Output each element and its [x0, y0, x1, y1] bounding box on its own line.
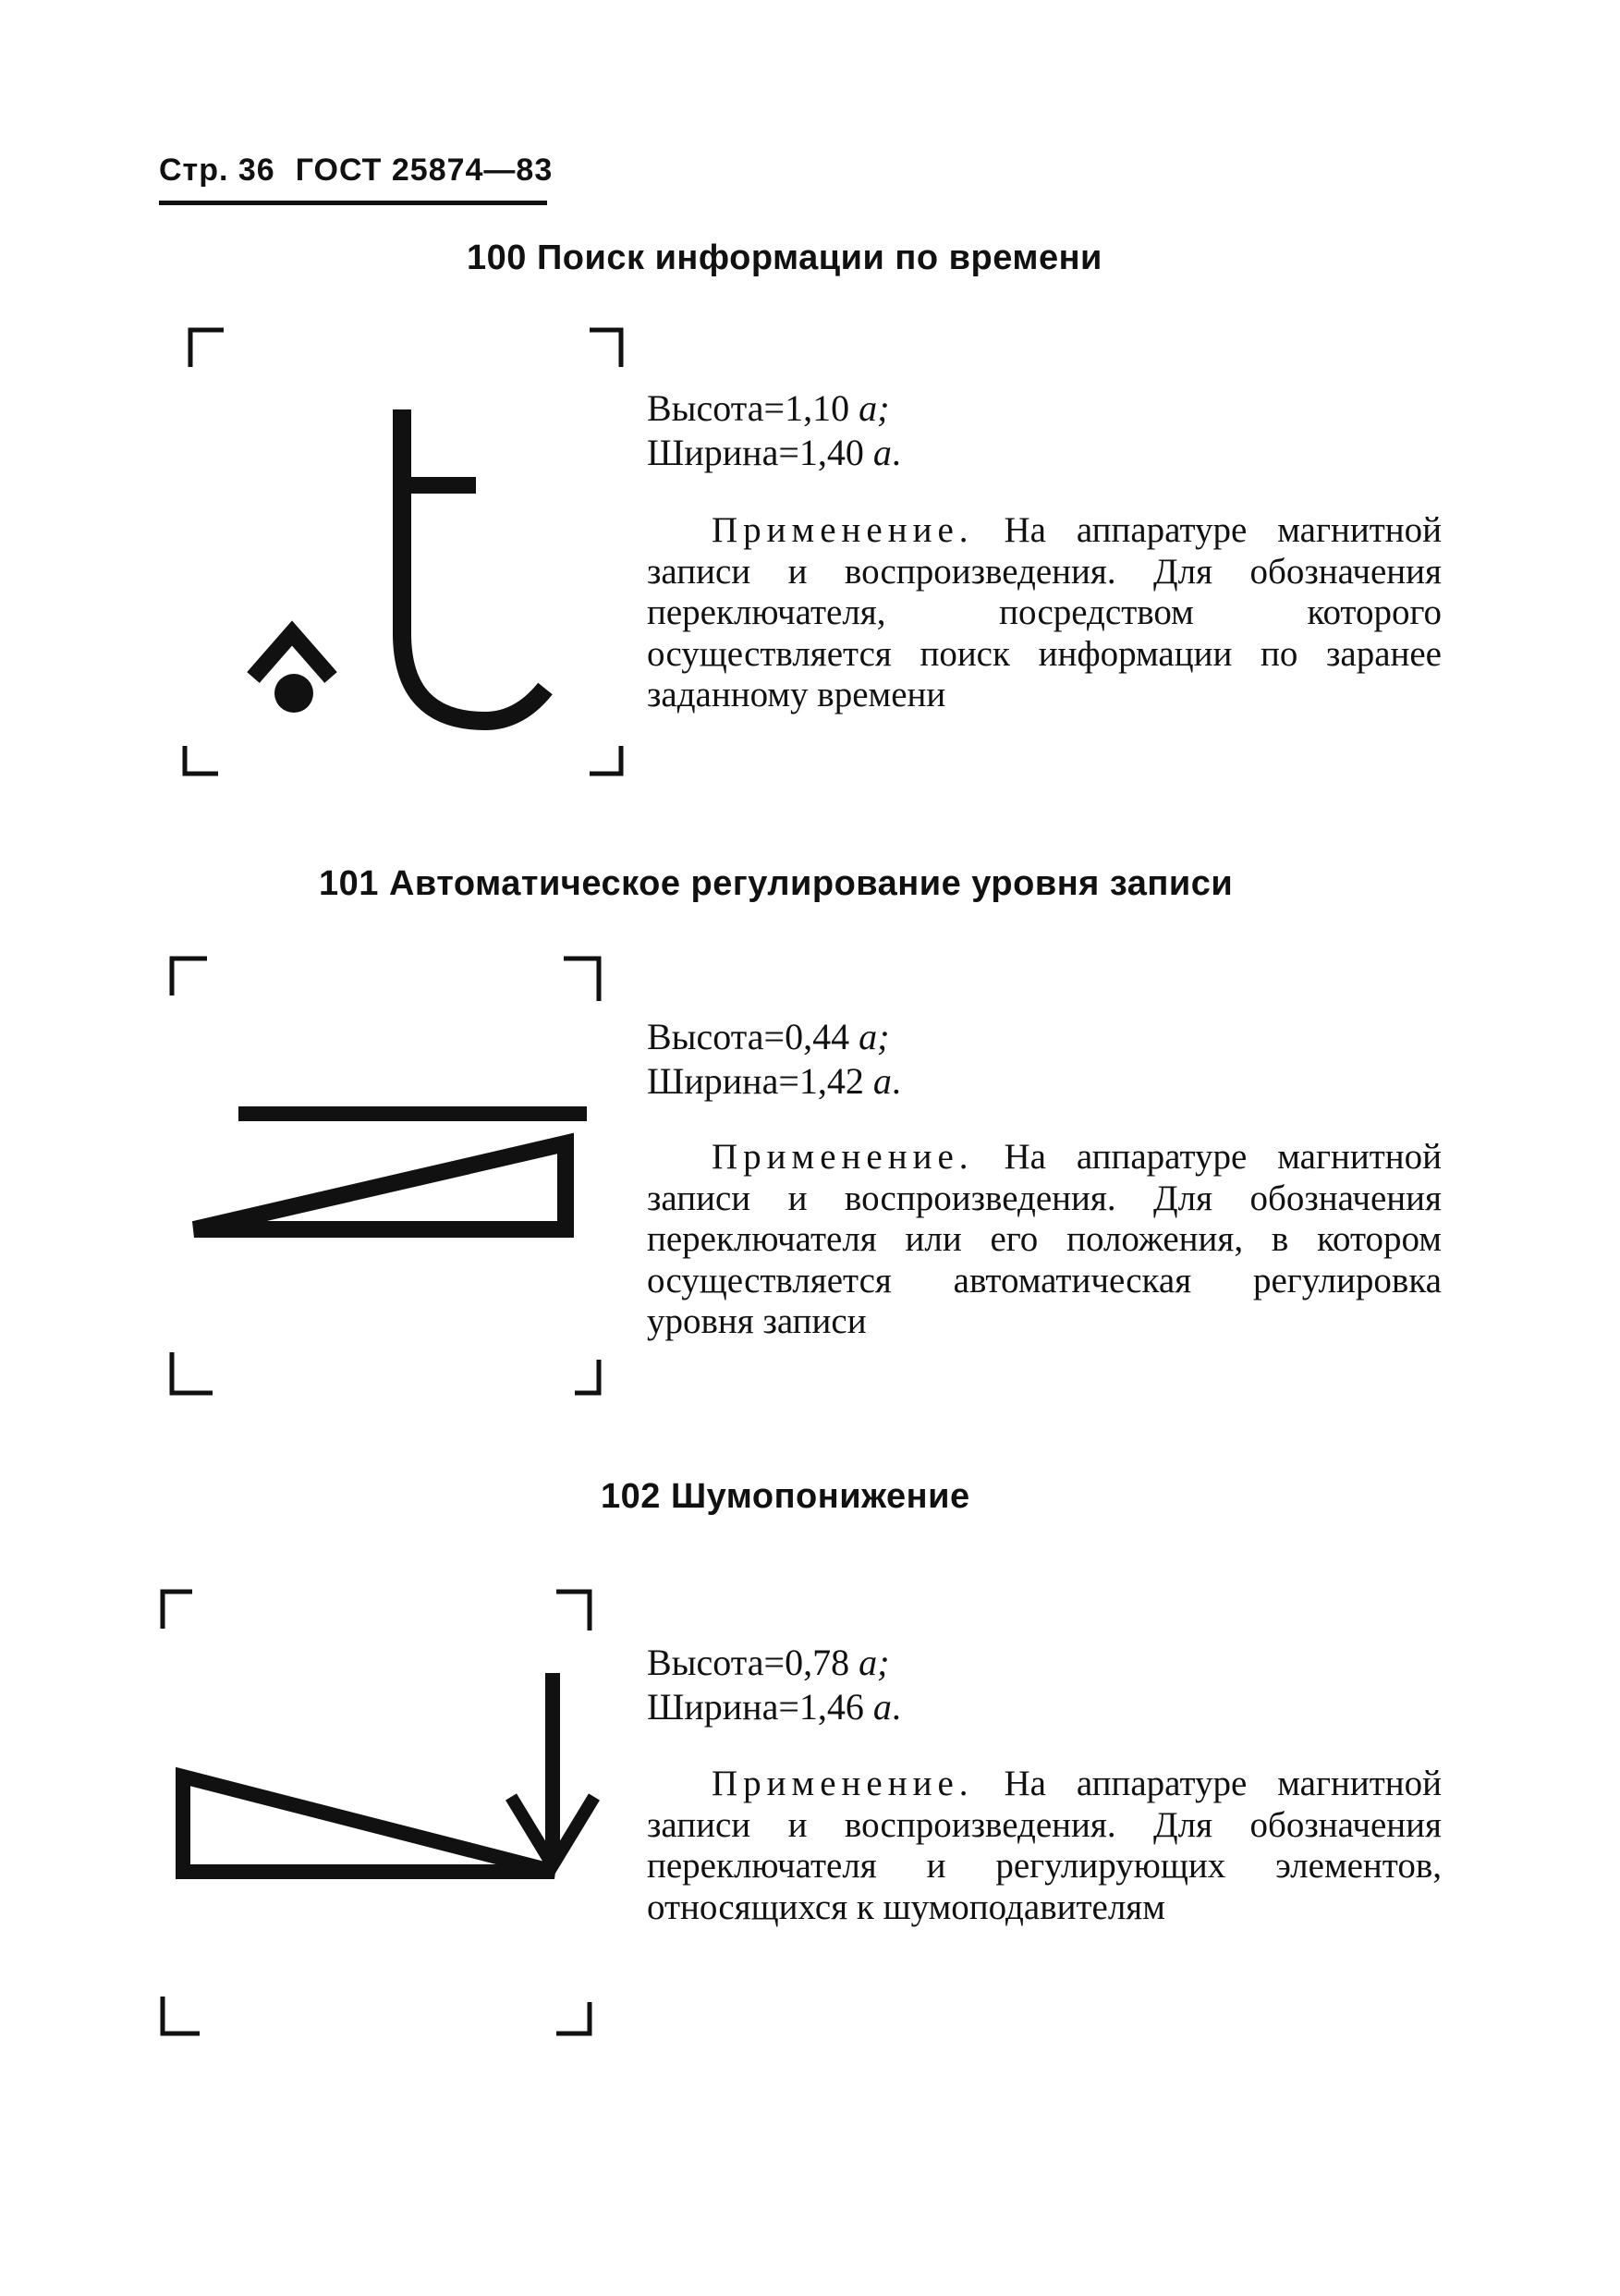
page-number: Стр. 36	[159, 153, 275, 188]
section-title: Автоматическое регулирование уровня записи	[388, 864, 1234, 903]
width-value: 1,42	[798, 1060, 864, 1102]
usage-label: Применение.	[712, 510, 974, 550]
unit: а	[872, 1686, 892, 1728]
unit: а	[859, 387, 878, 429]
symbol-102-frame	[157, 1590, 619, 2052]
width-value: 1,40	[798, 432, 864, 473]
noise-reduction-icon	[183, 1673, 594, 1872]
time-search-icon	[253, 409, 545, 721]
width-label: Ширина	[647, 1686, 779, 1728]
usage-label: Применение.	[712, 1137, 974, 1177]
section-100-heading	[467, 238, 1102, 278]
usage-text: На аппаратуре магнитной записи и воспроизведения. Для обозначения переключателя, посредством которого осуществляется поиск информации по заранее заданному времени	[647, 510, 1442, 714]
header-rule	[159, 201, 547, 205]
width-label: Ширина	[647, 1060, 779, 1102]
crop-marks	[172, 959, 599, 1393]
section-number: 101	[319, 864, 379, 903]
height-value: 1,10	[785, 387, 850, 429]
width-value: 1,46	[798, 1686, 864, 1728]
symbol-100-dimensions: Высота=1,10 а; Ширина=1,40 а.	[647, 387, 901, 473]
unit: а	[872, 1060, 892, 1102]
symbol-102-usage	[647, 1764, 1442, 1928]
usage-label: Применение.	[712, 1764, 974, 1803]
section-101-heading	[319, 864, 1233, 904]
height-label: Высота	[647, 1642, 764, 1683]
section-102-heading	[601, 1477, 970, 1517]
symbol-100-frame	[176, 328, 638, 790]
section-title: Шумопонижение	[670, 1477, 970, 1516]
height-value: 0,78	[785, 1642, 850, 1683]
symbol-101-usage	[647, 1137, 1442, 1343]
symbol-101-dimensions: Высота=0,44 а; Ширина=1,42 а.	[647, 1016, 901, 1102]
height-label: Высота	[647, 1016, 764, 1057]
unit: а	[859, 1016, 878, 1057]
height-label: Высота	[647, 387, 764, 429]
symbol-102-dimensions: Высота=0,78 а; Ширина=1,46 а.	[647, 1642, 901, 1728]
usage-text: На аппаратуре магнитной записи и воспроизведения. Для обозначения переключателя и регулирующих элементов, относящихся к шумоподавителям	[647, 1764, 1442, 1927]
symbol-100-usage	[647, 510, 1442, 716]
unit: а	[872, 432, 892, 473]
section-number: 102	[601, 1477, 661, 1516]
usage-text: На аппаратуре магнитной записи и воспроизведения. Для обозначения переключателя или его положения, в котором осуществляется автоматическая регулировка уровня записи	[647, 1137, 1442, 1341]
auto-level-control-icon	[194, 1114, 587, 1229]
symbol-101-frame	[166, 957, 628, 1410]
page-header	[159, 153, 553, 189]
section-title: Поиск информации по времени	[536, 238, 1102, 277]
standard-number: ГОСТ 25874—83	[295, 153, 554, 188]
height-value: 0,44	[785, 1016, 850, 1057]
unit: а	[859, 1642, 878, 1683]
section-number: 100	[467, 238, 527, 277]
width-label: Ширина	[647, 432, 779, 473]
